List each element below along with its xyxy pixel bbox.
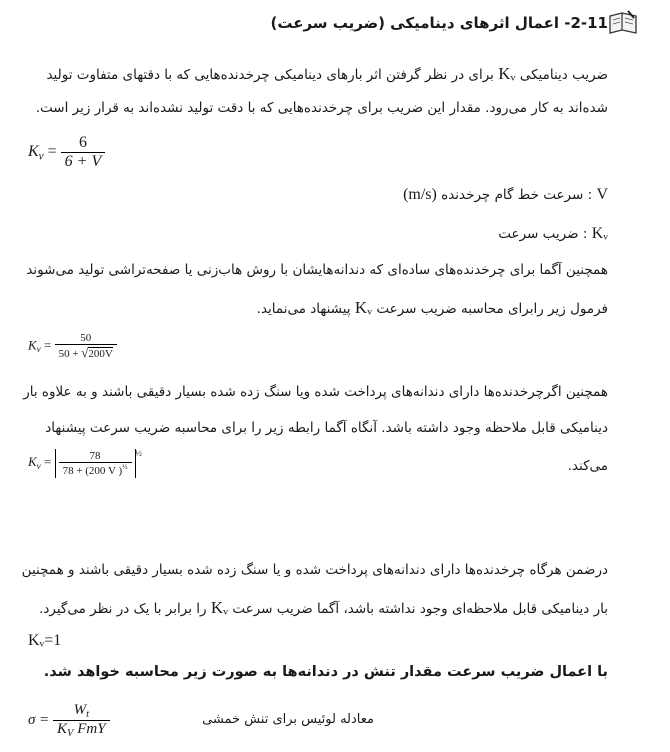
para1-line1: ضریب دینامیکی Kᵥ برای در نظر گرفتن اثر بارهای دینامیکی چرخدنده‌هایی که با دقتهای متفاوت تولید (46, 64, 608, 83)
para3-line3: می‌کند. (567, 458, 608, 474)
definition-kv: Kᵥ : ضریب سرعت (498, 225, 608, 242)
kv-equals-one: Kᵥ=1 (28, 632, 62, 649)
equation-kv-agma-ground: $K_v$ = $\frac{78}{78 + (200 V )^{\frac{1}{2}}}$ $^{\frac{1}{2}}$ (28, 448, 142, 477)
para2-line2: فرمول زیر رابرای محاسبه ضریب سرعت Kᵥ پیشنهاد می‌نماید. (256, 298, 608, 317)
para4-line2: بار دینامیکی قابل ملاحظه‌ای وجود نداشته باشد، آگما ضریب سرعت Kᵥ را برابر با یک در نظر می‌گیرد. (39, 598, 608, 617)
definition-v: V : سرعت خط گام چرخدنده (m/s) (403, 186, 608, 203)
kv-symbol: Kᵥ (498, 64, 516, 83)
para2-line1: همچنین آگما برای چرخدنده‌های ساده‌ای که دندانه‌هایشان با روش هاب‌زنی یا صفحه‌تراشی تولید می‌شوند (26, 262, 608, 278)
book-icon (608, 10, 638, 36)
para3-line1: همچنین اگرچرخدنده‌ها دارای دندانه‌های پرداخت شده ویا سنگ زده شده بسیار دقیقی باشند و به علاوه بار (23, 384, 608, 400)
equation-kv-agma-hobbed: $K_v$ = $\frac{50}{50 + √200V}$ (28, 332, 117, 361)
equation-lewis-stress: σ = $\frac{W_t}{K_V FmY}$ (28, 702, 110, 739)
section-title: 2-11- اعمال اثرهای دینامیکی (ضریب سرعت) (270, 14, 608, 32)
para4-line1: درضمن هرگاه چرخدنده‌ها دارای دندانه‌های پرداخت شده و یا سنگ زده شده بسیار دقیقی باشند و همچنین (21, 562, 608, 578)
bold-statement: با اعمال ضریب سرعت مقدار تنش در دندانه‌ها به صورت زیر محاسبه خواهد شد. (43, 664, 608, 680)
lewis-caption: معادله لوئیس برای تنش خمشی (202, 712, 374, 727)
equation-kv-basic: $K_v$ = $\frac{6}{6 + V}$ (28, 134, 105, 171)
para1-line2: شده‌اند به کار می‌رود. مقدار این ضریب برای چرخدنده‌هایی که با دقت تولید نشده‌اند به قرار زیر است. (35, 100, 608, 116)
para3-line2: دینامیکی قابل ملاحظه وجود داشته باشد. آنگاه آگما رابطه زیر را برای محاسبه ضریب سرعت پیشنهاد (45, 420, 608, 436)
